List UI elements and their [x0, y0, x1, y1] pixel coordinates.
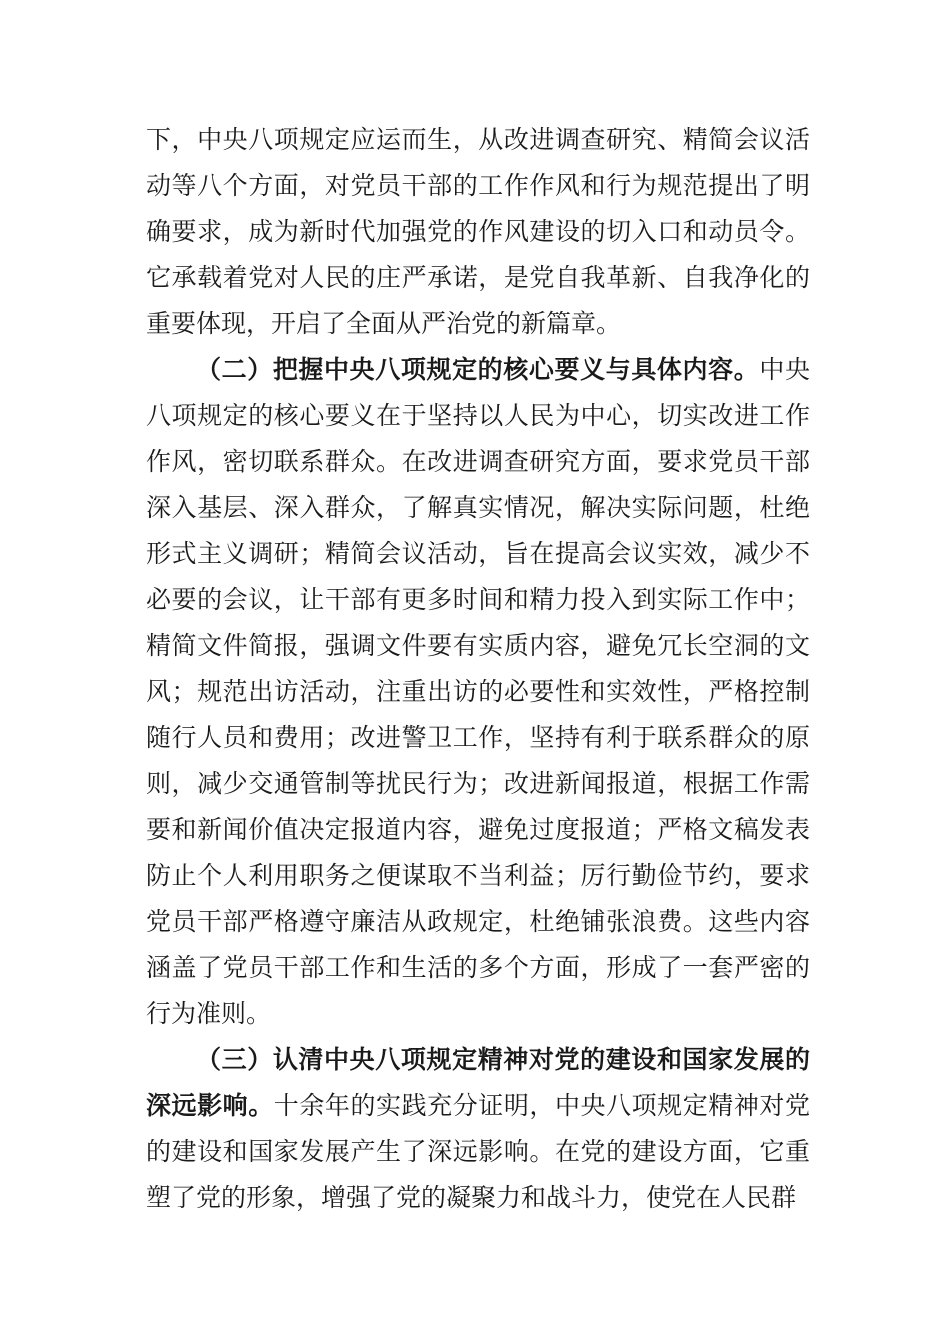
paragraph-body: 十余年的实践充分证明，中央八项规定精神对党的建设和国家发展产生了深远影响。在党的建设方面，它重塑了党的形象，增强了党的凝聚力和战斗力，使党在人民群	[146, 1091, 810, 1212]
paragraph-section-two	[146, 347, 810, 1037]
section-two-heading: （二）把握中央八项规定的核心要义与具体内容。	[196, 355, 760, 384]
paragraph-section-three	[146, 1037, 810, 1221]
section-three-heading: （三）认清中央八项规定精神对党的建设和国家发展的深远影响。	[146, 1045, 810, 1120]
paragraph-body: 中央八项规定的核心要义在于坚持以人民为中心，切实改进工作作风，密切联系群众。在改进调查研究方面，要求党员干部深入基层、深入群众，了解真实情况，解决实际问题，杜绝形式主义调研；精简会议活动，旨在提高会议实效，减少不必要的会议，让干部有更多时间和精力投入到实际工作中；精简文件简报，强调文件要有实质内容，避免冗长空洞的文风；规范出访活动，注重出访的必要性和实效性，严格控制随行人员和费用；改进警卫工作，坚持有利于联系群众的原则，减少交通管制等扰民行为；改进新闻报道，根据工作需要和新闻价值决定报道内容，避免过度报道；严格文稿发表防止个人利用职务之便谋取不当利益；厉行勤俭节约，要求党员干部严格遵守廉洁从政规定，杜绝铺张浪费。这些内容涵盖了党员干部工作和生活的多个方面，形成了一套严密的行为准则。	[146, 355, 810, 1028]
paragraph-body: 下，中央八项规定应运而生，从改进调查研究、精简会议活动等八个方面，对党员干部的工作作风和行为规范提出了明确要求，成为新时代加强党的作风建设的切入口和动员令。它承载着党对人民的庄严承诺，是党自我革新、自我净化的重要体现，开启了全面从严治党的新篇章。	[146, 125, 810, 338]
paragraph-continued	[146, 117, 810, 347]
document-body	[146, 117, 810, 1221]
